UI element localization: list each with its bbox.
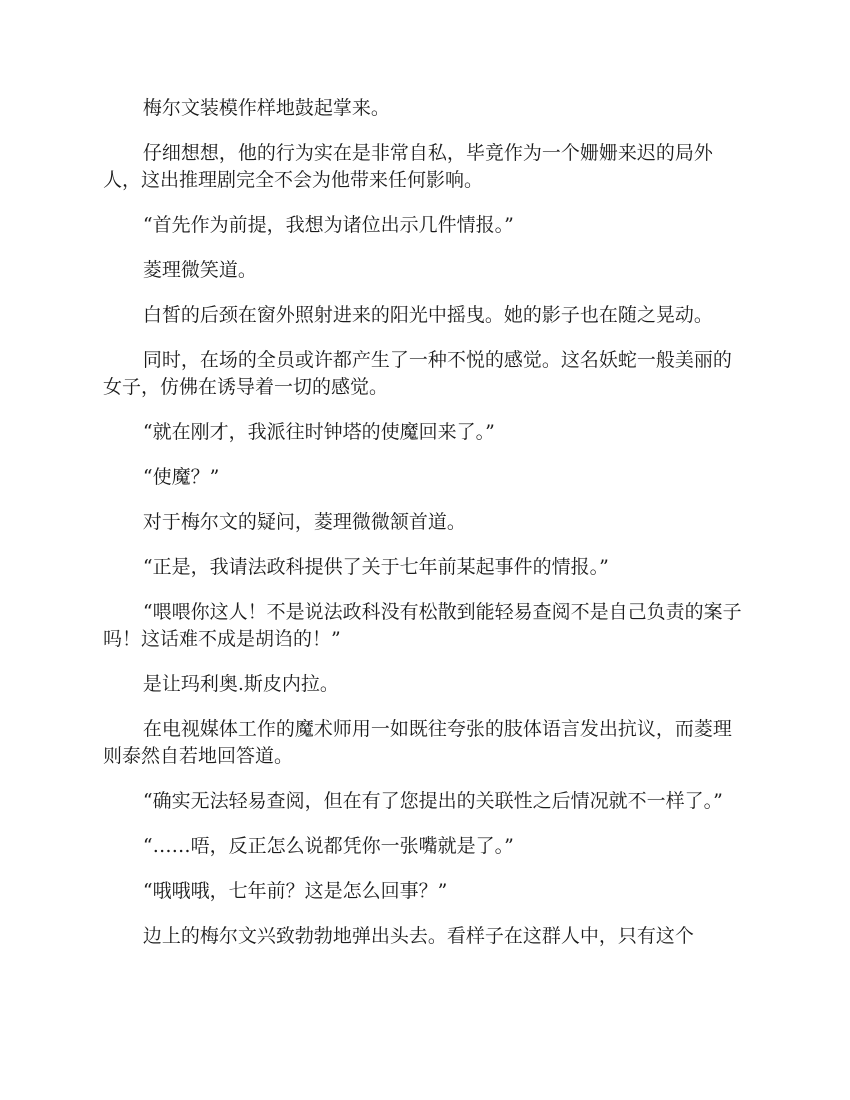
paragraph: 边上的梅尔文兴致勃勃地弹出头去。看样子在这群人中，只有这个 (142, 925, 694, 947)
paragraph: 是让玛利奥.斯皮内拉。 (142, 673, 339, 695)
paragraph: “就在刚才，我派往时钟塔的使魔回来了。” (142, 421, 495, 443)
paragraph: 同时，在场的全员或许都产生了一种不悦的感觉。这名妖蛇一般美丽的女子，仿佛在诱导着一切的感觉。 (103, 349, 732, 398)
paragraph: “首先作为前提，我想为诸位出示几件情报。” (142, 214, 514, 236)
paragraph: “确实无法轻易查阅，但在有了您提出的关联性之后情况就不一样了。” (142, 790, 723, 812)
paragraph: “哦哦哦，七年前？这是怎么回事？” (142, 880, 448, 902)
paragraph: 菱理微笑道。 (142, 259, 257, 281)
paragraph: 仔细想想，他的行为实在是非常自私，毕竟作为一个姗姗来迟的局外人，这出推理剧完全不会为他带来任何影响。 (103, 142, 713, 191)
paragraph: 白皙的后颈在窗外照射进来的阳光中摇曳。她的影子也在随之晃动。 (142, 304, 713, 326)
paragraph: 在电视媒体工作的魔术师用一如既往夸张的肢体语言发出抗议，而菱理则泰然自若地回答道。 (103, 718, 732, 767)
paragraph: 梅尔文装模作样地鼓起掌来。 (142, 97, 390, 119)
paragraph: “正是，我请法政科提供了关于七年前某起事件的情报。” (142, 556, 609, 578)
paragraph: “喂喂你这人！不是说法政科没有松散到能轻易查阅不是自己负责的案子吗！这话难不成是胡诌的！” (103, 601, 742, 650)
paragraph: “……唔，反正怎么说都凭你一张嘴就是了。” (142, 835, 514, 857)
paragraph: 对于梅尔文的疑问，菱理微微颔首道。 (142, 511, 466, 533)
paragraph: “使魔？” (142, 466, 220, 488)
document-body (103, 95, 747, 968)
